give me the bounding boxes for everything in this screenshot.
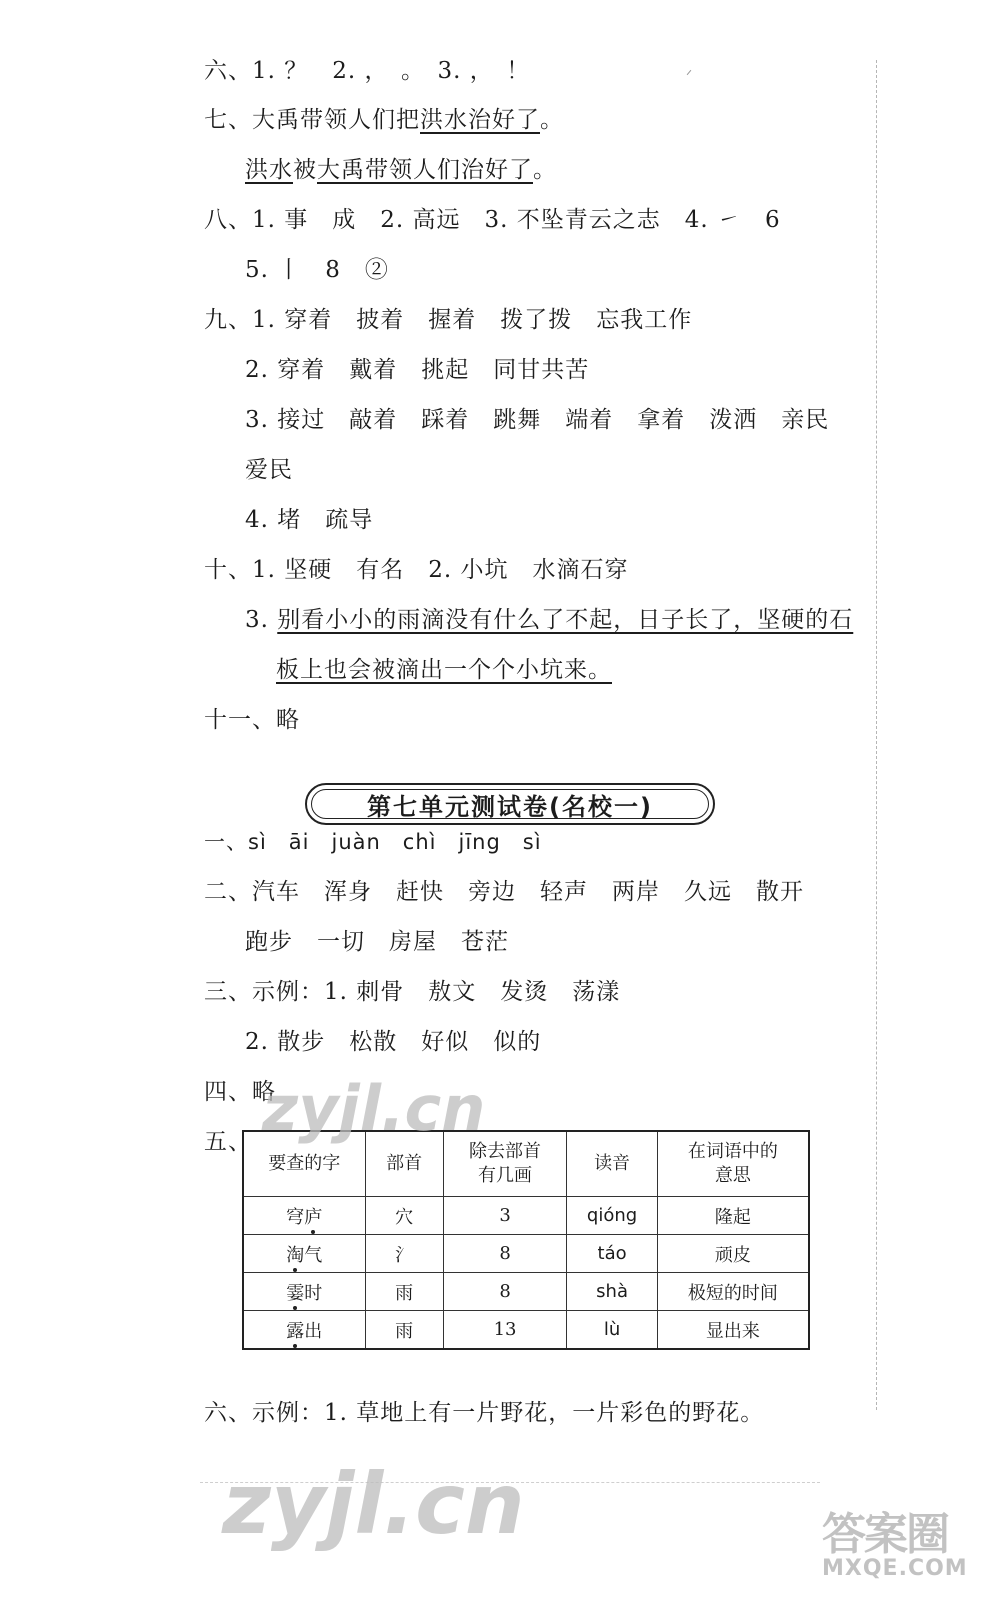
cell-meaning: 显出来 [657, 1311, 809, 1350]
word-text: 穹 [286, 1206, 305, 1228]
answer-q10-line3 [276, 655, 612, 685]
answer-q9-line2: 2. 穿着 戴着 挑起 同甘共苦 [245, 357, 590, 383]
answer-q7-line2 [245, 155, 557, 185]
word-text: 出 [304, 1320, 323, 1342]
cell-strokes: 13 [443, 1311, 567, 1350]
cell-radical: 氵 [365, 1235, 443, 1273]
unit7-q3-line2: 2. 散步 松散 好似 似的 [245, 1029, 542, 1055]
page-margin-divider [876, 60, 877, 1410]
stamp-domain: MXQE.COM [822, 1556, 968, 1581]
answer-q6-prev: 六、1. ？ 2. ， 。 3. ， ！ [204, 58, 531, 84]
table-header-cell [657, 1131, 809, 1197]
table-row [243, 1235, 809, 1273]
word-target-char: 庐 [304, 1206, 323, 1228]
q7-line2-end: 。 [533, 157, 557, 183]
unit7-q4: 四、略 [204, 1079, 276, 1105]
q7-line2-mid: 被 [293, 157, 317, 183]
cell-word [243, 1235, 365, 1273]
cell-pinyin: qióng [567, 1197, 657, 1235]
header-pinyin: 读音 [594, 1153, 631, 1174]
q7-line1-end: 。 [540, 107, 564, 133]
watermark-bottom: zyjl.cn [222, 1455, 525, 1553]
cell-strokes: 8 [443, 1235, 567, 1273]
table-row [243, 1273, 809, 1311]
cell-radical: 雨 [365, 1273, 443, 1311]
cell-pinyin: lù [567, 1311, 657, 1350]
dictionary-lookup-table [242, 1130, 810, 1350]
cell-meaning: 极短的时间 [657, 1273, 809, 1311]
answer-q10-line1: 十、1. 坚硬 有名 2. 小坑 水滴石穿 [204, 557, 629, 583]
answer-q10-line2 [245, 605, 853, 635]
cell-word [243, 1311, 365, 1350]
stamp-logo-text: 答案圈 [822, 1509, 948, 1560]
table-row [243, 1311, 809, 1350]
answer-q7-line1 [204, 105, 564, 135]
cell-word [243, 1197, 365, 1235]
answer-q8-line2: 5. 丨 8 ② [245, 257, 389, 283]
unit7-q1 [204, 827, 542, 857]
unit7-q3-line1: 三、示例：1. 刺骨 敖文 发烫 荡漾 [204, 979, 621, 1005]
cell-pinyin: táo [567, 1235, 657, 1273]
answer-q9-line3: 3. 接过 敲着 踩着 跳舞 端着 拿着 泼洒 亲民 [245, 407, 830, 433]
unit7-q2-line1: 二、汽车 浑身 赶快 旁边 轻声 两岸 久远 散开 [204, 879, 804, 905]
stray-mark [687, 70, 692, 75]
q7-line1-underlined: 洪水治好了 [420, 107, 540, 133]
answer-q8-line1: 八、1. 事 成 2. 高远 3. 不坠青云之志 4. ㇀ 6 [204, 207, 781, 233]
answer-q9-line1: 九、1. 穿着 披着 握着 拨了拨 忘我工作 [204, 307, 693, 333]
unit7-q2-line2: 跑步 一切 房屋 苍茫 [245, 929, 509, 955]
word-text: 时 [304, 1282, 323, 1304]
word-text: 气 [304, 1244, 323, 1266]
cell-strokes: 8 [443, 1273, 567, 1311]
word-target-char: 霎 [286, 1282, 305, 1304]
cell-radical: 穴 [365, 1197, 443, 1235]
header-word: 要查的字 [268, 1153, 341, 1174]
answer-q9-line5: 4. 堵 疏导 [245, 507, 374, 533]
unit7-q6: 六、示例：1. 草地上有一片野花，一片彩色的野花。 [204, 1400, 765, 1426]
unit7-q1-pinyin: 一、sì āi juàn chì jīng sì [204, 830, 542, 854]
header-meaning: 在词语中的 意思 [687, 1141, 778, 1186]
table-header-cell [567, 1131, 657, 1197]
q10-line2-underlined: 别看小小的雨滴没有什么了不起，日子长了，坚硬的石 [277, 607, 854, 633]
cell-radical: 雨 [365, 1311, 443, 1350]
cell-meaning: 顽皮 [657, 1235, 809, 1273]
cell-word [243, 1273, 365, 1311]
answer-q11: 十一、略 [204, 707, 300, 733]
section-title-frame [305, 783, 715, 825]
q7-line2-underlined-1: 洪水 [245, 157, 293, 183]
watermark-mid: zyjl.cn [262, 1072, 486, 1145]
q7-line2-underlined-2: 大禹带领人们治好了 [317, 157, 533, 183]
section-title: 第七单元测试卷(名校一) [311, 789, 709, 819]
header-strokes: 除去部首 有几画 [469, 1141, 542, 1186]
unit7-q5-label: 五、 [204, 1129, 252, 1155]
header-radical: 部首 [386, 1153, 423, 1174]
answer-q9-line4: 爱民 [245, 457, 293, 483]
cell-meaning: 隆起 [657, 1197, 809, 1235]
word-target-char: 淘 [286, 1244, 305, 1266]
table-row [243, 1197, 809, 1235]
q7-line1-text: 七、大禹带领人们把 [204, 107, 420, 133]
cell-pinyin: shà [567, 1273, 657, 1311]
q10-line2-number: 3. [245, 607, 278, 633]
q10-line3-underlined: 板上也会被滴出一个个小坑来。 [276, 657, 612, 683]
watermark-stamp [822, 1498, 982, 1590]
cell-strokes: 3 [443, 1197, 567, 1235]
word-target-char: 露 [286, 1320, 305, 1342]
